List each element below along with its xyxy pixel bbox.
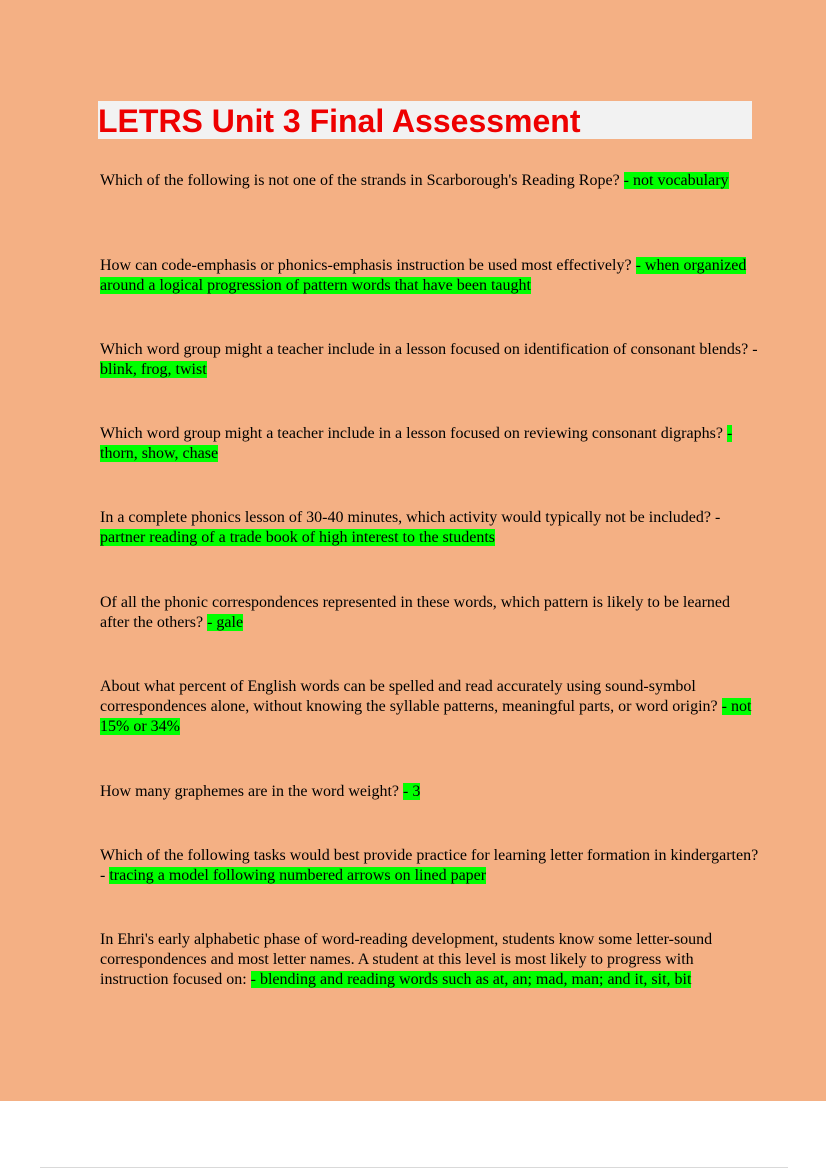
qa-item-5 [100, 508, 760, 548]
question-text: Which of the following is not one of the strands in Scarborough's Reading Rope? [100, 172, 624, 189]
answer-highlight: - not 15% or 34% [100, 698, 752, 735]
answer-highlight: tracing a model following numbered arrows on lined paper [109, 867, 487, 884]
answer-highlight: - when organized around a logical progression of pattern words that have been taught [100, 257, 747, 294]
answer-highlight: - gale [207, 614, 244, 631]
answer-highlight: - thorn, show, chase [100, 425, 733, 462]
title-bar [98, 101, 752, 139]
qa-item-8 [100, 782, 760, 802]
question-text: About what percent of English words can be spelled and read accurately using sound-symbol correspondences alone, without knowing the syllable patterns, meaningful parts, or word origin? [100, 678, 722, 715]
answer-highlight: - 3 [403, 783, 421, 800]
question-text: Which word group might a teacher include in a lesson focused on reviewing consonant digraphs? [100, 425, 727, 442]
answer-highlight: - not vocabulary [623, 172, 729, 189]
question-text: Of all the phonic correspondences represented in these words, which pattern is likely to be learned after the others? [100, 594, 731, 631]
qa-item-10 [100, 930, 760, 990]
question-text: Which word group might a teacher include in a lesson focused on identification of consonant blends? - [100, 341, 758, 358]
qa-item-2 [100, 256, 760, 296]
question-text: How many graphemes are in the word weight? [100, 783, 404, 800]
answer-highlight: partner reading of a trade book of high interest to the students [100, 529, 495, 546]
footer-divider [40, 1167, 788, 1168]
question-text: In a complete phonics lesson of 30-40 minutes, which activity would typically not be included? - [100, 509, 721, 526]
question-text: How can code-emphasis or phonics-emphasis instruction be used most effectively? [100, 257, 636, 274]
question-text: Which of the following tasks would best provide practice for learning letter formation in kindergarten? - [100, 847, 759, 884]
qa-item-1 [100, 171, 760, 191]
qa-item-9 [100, 846, 760, 886]
qa-item-3 [100, 340, 760, 380]
qa-item-7 [100, 677, 760, 737]
answer-highlight: - blending and reading words such as at, an; mad, man; and it, sit, bit [250, 971, 692, 988]
page-title: LETRS Unit 3 Final Assessment [98, 103, 581, 139]
qa-item-6 [100, 593, 760, 633]
qa-item-4 [100, 424, 760, 464]
question-text: In Ehri's early alphabetic phase of word-reading development, students know some letter-sound correspondences and most letter names. A student at this level is most likely to progress with instruction focused on: [100, 931, 713, 988]
answer-highlight: blink, frog, twist [100, 361, 207, 378]
